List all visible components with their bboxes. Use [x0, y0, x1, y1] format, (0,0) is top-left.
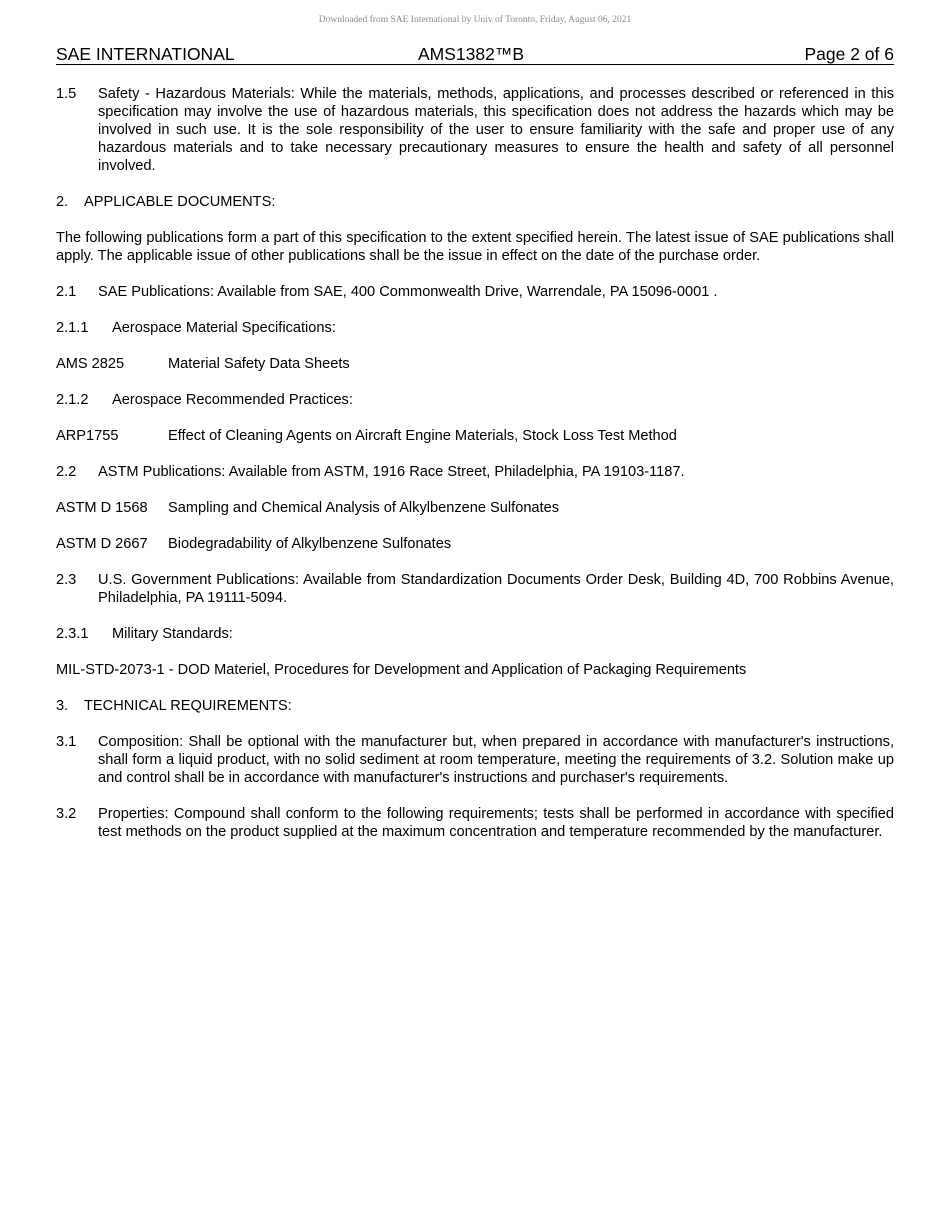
doc-id: ASTM D 1568 — [56, 500, 148, 516]
section-text: Aerospace Recommended Practices: — [112, 392, 353, 408]
section-title: TECHNICAL REQUIREMENTS: — [84, 698, 292, 714]
doc-astm-d1568 — [56, 499, 894, 517]
doc-id: ASTM D 2667 — [56, 536, 148, 552]
section-number: 3.2 — [56, 806, 77, 822]
section-number: 1.5 — [56, 86, 77, 102]
header-page-number: Page 2 of 6 — [804, 44, 894, 64]
section-2-2 — [56, 463, 894, 481]
section-number: 2.2 — [56, 464, 77, 480]
section-text: U.S. Government Publications: Available from Standardization Documents Order Desk, Building 4D, 700 Robbins Avenue, Philadelphia, PA 19111-5094. — [98, 572, 894, 606]
header-org: SAE INTERNATIONAL — [56, 44, 235, 64]
section-text: Safety - Hazardous Materials: While the materials, methods, applications, and processes described or referenced in this specification may involve the use of hazardous materials, this specification does not address the hazards which may be involved in such use. It is the sole responsibility of the user to ensure familiarity with the safe and proper use of any hazardous materials and to take necessary precautionary measures to ensure the health and safety of all personnel involved. — [98, 86, 894, 174]
section-number: 2.1.1 — [56, 320, 89, 336]
section-text: ASTM Publications: Available from ASTM, 1916 Race Street, Philadelphia, PA 19103-1187. — [98, 464, 685, 480]
section-2-1-1 — [56, 319, 894, 337]
section-number: 3. — [56, 698, 69, 714]
section-2-3-1 — [56, 625, 894, 643]
section-3-2 — [56, 805, 894, 841]
section-number: 2.1 — [56, 284, 77, 300]
page-header — [56, 44, 894, 65]
header-doc-number: AMS1382™B — [418, 44, 525, 64]
section-text: SAE Publications: Available from SAE, 400 Commonwealth Drive, Warrendale, PA 15096-0001 . — [98, 284, 718, 300]
section-title: APPLICABLE DOCUMENTS: — [84, 194, 276, 210]
section-text: Composition: Shall be optional with the manufacturer but, when prepared in accordance with manufacturer's instructions, shall form a liquid product, with no solid sediment at room temperature, meeting the requirements of 3.2. Solution make up and control shall be in accordance with manufacturer's instructions and purchaser's requirements. — [98, 734, 894, 786]
doc-id: AMS 2825 — [56, 356, 125, 372]
section-2-intro: The following publications form a part of this specification to the extent specified herein. The latest issue of SAE publications shall apply. The applicable issue of other publications shall be the issue in effect on the date of the purchase order. — [56, 230, 894, 264]
document-body — [56, 85, 894, 859]
section-2-3 — [56, 571, 894, 607]
section-1-5 — [56, 85, 894, 175]
doc-arp1755 — [56, 427, 894, 445]
section-3-1 — [56, 733, 894, 787]
doc-title: Sampling and Chemical Analysis of Alkylbenzene Sulfonates — [168, 500, 560, 516]
doc-ams-2825 — [56, 355, 894, 373]
download-watermark: Downloaded from SAE International by Univ of Toronto, Friday, August 06, 2021 — [318, 15, 632, 25]
section-2-1-2 — [56, 391, 894, 409]
doc-id: ARP1755 — [56, 428, 119, 444]
section-3-heading — [56, 697, 894, 715]
section-text: Properties: Compound shall conform to the following requirements; tests shall be performed in accordance with specified test methods on the product supplied at the maximum concentration and temperature recommended by the manufacturer. — [98, 806, 894, 840]
section-2-1 — [56, 283, 894, 301]
section-text: Military Standards: — [112, 626, 233, 642]
doc-title: Biodegradability of Alkylbenzene Sulfonates — [168, 536, 452, 552]
doc-title: Material Safety Data Sheets — [168, 356, 350, 372]
section-text: Aerospace Material Specifications: — [112, 320, 336, 336]
section-number: 3.1 — [56, 734, 77, 750]
section-2-heading — [56, 193, 894, 211]
section-number: 2.1.2 — [56, 392, 89, 408]
section-number: 2.3 — [56, 572, 77, 588]
section-number: 2.3.1 — [56, 626, 89, 642]
doc-title: Effect of Cleaning Agents on Aircraft Engine Materials, Stock Loss Test Method — [168, 428, 677, 444]
section-number: 2. — [56, 194, 69, 210]
doc-astm-d2667 — [56, 535, 894, 553]
doc-mil-std-2073-1: MIL-STD-2073-1 - DOD Materiel, Procedures for Development and Application of Packaging Requirements — [56, 662, 747, 678]
